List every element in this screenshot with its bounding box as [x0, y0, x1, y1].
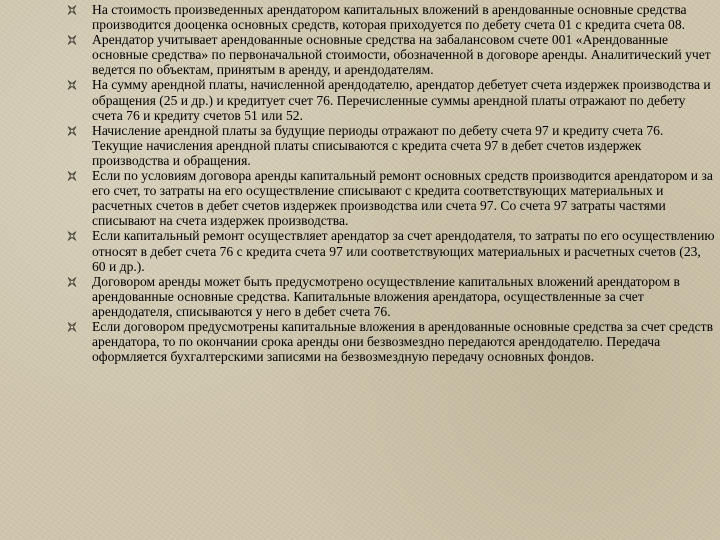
- bullet-text: На сумму арендной платы, начисленной арендодателю, арендатор дебетует счета издержек производства и обращения (25 и др.) и кредитует счет 76. Перечисленные суммы арендной платы отражают по дебету счета 76 и кредиту счетов 51 или 52.: [92, 77, 711, 123]
- bullet-icon: [66, 125, 78, 137]
- bullet-text: На стоимость произведенных арендатором капитальных вложений в арендованные основные средства производится дооценка основных средств, которая приходуется по дебету счета 01 с кредита счета 08.: [92, 2, 687, 33]
- bullet-icon: [66, 230, 78, 242]
- bullet-text: Арендатор учитывает арендованные основные средства на забалансовом счете 001 «Арендованные основные средства» по первоначальной стоимости, обозначенной в договоре аренды. Аналитический учет ведется по объектам, принятым в аренду, и арендодателям.: [92, 32, 711, 78]
- bullet-icon: [66, 4, 78, 16]
- bullet-text: Договором аренды может быть предусмотрено осуществление капитальных вложений арендатором в арендованные основные средства. Капитальные вложения арендатора, осуществленные за счет арендодателя, списываются у него в дебет счета 76.: [92, 273, 680, 319]
- list-item: [66, 32, 716, 77]
- bullet-icon: [66, 321, 78, 333]
- bullet-icon: [66, 34, 78, 46]
- bullet-icon: [66, 276, 78, 288]
- bullet-text: Если капитальный ремонт осуществляет арендатор за счет арендодателя, то затраты по его осуществлению относят в дебет счета 76 с кредита счета 97 или соответствующих материальных и расчетных счетов (23, 60 и др.).: [92, 228, 715, 274]
- list-item: [66, 228, 716, 273]
- list-item: [66, 168, 716, 228]
- bullet-icon: [66, 170, 78, 182]
- list-item: [66, 2, 716, 32]
- list-item: [66, 77, 716, 122]
- bullet-text: Если договором предусмотрены капитальные вложения в арендованные основные средства за счет средств арендатора, то по окончании срока аренды они безвозмездно передаются арендодателю. Передача оформляется бухгалтерскими записями на безвозмездную передачу основных фондов.: [92, 318, 714, 365]
- bullet-list: [66, 2, 716, 364]
- bullet-text: Начисление арендной платы за будущие периоды отражают по дебету счета 97 и кредиту счета 76. Текущие начисления арендной платы списываются с кредита счета 97 в дебет счетов издержек производства и обращения.: [92, 122, 664, 168]
- bullet-text: Если по условиям договора аренды капитальный ремонт основных средств производится арендатором и за его счет, то затраты на его осуществление списывают с кредита соответствующих материальных и расчетных счетов в дебет счетов издержек производства или счета 97. Со счета 97 затраты частями списывают на счета издержек производства.: [92, 168, 713, 229]
- bullet-icon: [66, 79, 78, 91]
- list-item: [66, 123, 716, 168]
- list-item: [66, 319, 716, 364]
- list-item: [66, 274, 716, 319]
